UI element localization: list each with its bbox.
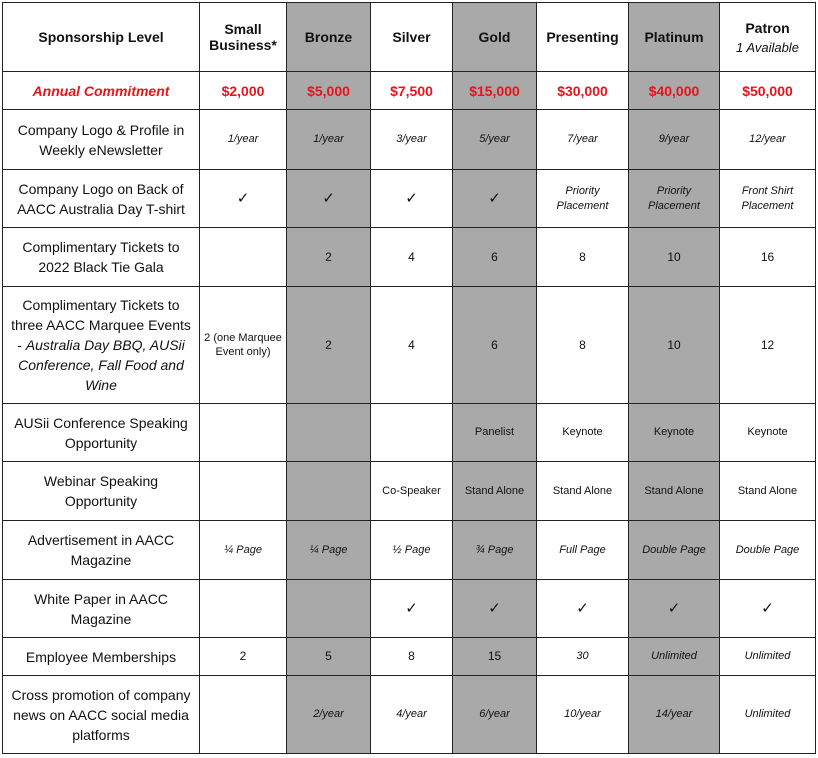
table-cell xyxy=(200,404,287,462)
table-row xyxy=(3,676,816,754)
row-label-text: Complimentary Tickets to three AACC Marquee Events - xyxy=(11,297,191,353)
check-icon: ✓ xyxy=(453,580,537,638)
table-cell xyxy=(200,676,287,754)
table-cell: 4 xyxy=(371,287,453,404)
header-patron xyxy=(720,3,816,72)
table-cell: Keynote xyxy=(629,404,720,462)
table-cell: 12 xyxy=(720,287,816,404)
table-cell: ¼ Page xyxy=(287,521,371,580)
table-cell: 2 xyxy=(200,638,287,676)
table-cell: $50,000 xyxy=(720,72,816,110)
table-cell: 7/year xyxy=(537,110,629,170)
header-patron-note: 1 Available xyxy=(736,39,799,55)
table-cell: 4 xyxy=(371,228,453,287)
table-cell: Keynote xyxy=(720,404,816,462)
table-row xyxy=(3,72,816,110)
table-cell: 2 xyxy=(287,287,371,404)
row-label xyxy=(3,287,200,404)
table-cell: 30 xyxy=(537,638,629,676)
table-cell: ¾ Page xyxy=(453,521,537,580)
table-cell: 10 xyxy=(629,228,720,287)
table-cell xyxy=(200,462,287,521)
table-cell: 2/year xyxy=(287,676,371,754)
check-icon: ✓ xyxy=(720,580,816,638)
table-cell: 8 xyxy=(371,638,453,676)
table-cell: Stand Alone xyxy=(453,462,537,521)
header-presenting: Presenting xyxy=(537,3,629,72)
table-cell: Stand Alone xyxy=(629,462,720,521)
check-icon: ✓ xyxy=(371,580,453,638)
row-label: Annual Commitment xyxy=(3,72,200,110)
table-row xyxy=(3,287,816,404)
row-label: Webinar Speaking Opportunity xyxy=(3,462,200,521)
table-cell: 14/year xyxy=(629,676,720,754)
header-bronze: Bronze xyxy=(287,3,371,72)
table-cell xyxy=(287,404,371,462)
header-platinum: Platinum xyxy=(629,3,720,72)
table-row xyxy=(3,580,816,638)
table-cell: 5/year xyxy=(453,110,537,170)
table-cell: 12/year xyxy=(720,110,816,170)
table-cell: 6 xyxy=(453,228,537,287)
table-cell: Front Shirt Placement xyxy=(720,170,816,228)
check-icon: ✓ xyxy=(200,170,287,228)
row-label: Employee Memberships xyxy=(3,638,200,676)
header-small-business: Small Business* xyxy=(200,3,287,72)
table-row xyxy=(3,170,816,228)
table-row xyxy=(3,638,816,676)
row-label: Company Logo & Profile in Weekly eNewsletter xyxy=(3,110,200,170)
table-row xyxy=(3,462,816,521)
header-silver: Silver xyxy=(371,3,453,72)
row-label: White Paper in AACC Magazine xyxy=(3,580,200,638)
table-cell: Double Page xyxy=(629,521,720,580)
row-label: Advertisement in AACC Magazine xyxy=(3,521,200,580)
table-cell: 8 xyxy=(537,228,629,287)
table-cell: 10 xyxy=(629,287,720,404)
table-row xyxy=(3,228,816,287)
check-icon: ✓ xyxy=(629,580,720,638)
header-row xyxy=(3,3,816,72)
table-cell: 2 (one Marquee Event only) xyxy=(200,287,287,404)
header-sponsorship-level: Sponsorship Level xyxy=(3,3,200,72)
table-cell: $7,500 xyxy=(371,72,453,110)
table-cell: 1/year xyxy=(200,110,287,170)
table-cell: 5 xyxy=(287,638,371,676)
table-cell: $40,000 xyxy=(629,72,720,110)
table-cell: ¼ Page xyxy=(200,521,287,580)
row-label: Cross promotion of company news on AACC social media platforms xyxy=(3,676,200,754)
table-cell: 6 xyxy=(453,287,537,404)
table-cell: $15,000 xyxy=(453,72,537,110)
header-gold: Gold xyxy=(453,3,537,72)
table-cell: Double Page xyxy=(720,521,816,580)
table-cell: Priority Placement xyxy=(629,170,720,228)
table-cell: 6/year xyxy=(453,676,537,754)
table-cell: 1/year xyxy=(287,110,371,170)
table-cell: Panelist xyxy=(453,404,537,462)
row-label: Company Logo on Back of AACC Australia Day T-shirt xyxy=(3,170,200,228)
table-cell: Unlimited xyxy=(720,638,816,676)
row-label: Complimentary Tickets to 2022 Black Tie Gala xyxy=(3,228,200,287)
check-icon: ✓ xyxy=(537,580,629,638)
table-cell: Stand Alone xyxy=(720,462,816,521)
table-cell: ½ Page xyxy=(371,521,453,580)
table-cell: Full Page xyxy=(537,521,629,580)
table-cell: 15 xyxy=(453,638,537,676)
row-label-events: Australia Day BBQ, AUSii Conference, Fall Food and Wine xyxy=(18,337,185,393)
table-cell xyxy=(200,580,287,638)
table-cell: Unlimited xyxy=(720,676,816,754)
table-cell: 9/year xyxy=(629,110,720,170)
check-icon: ✓ xyxy=(453,170,537,228)
table-cell: Stand Alone xyxy=(537,462,629,521)
table-cell: Co-Speaker xyxy=(371,462,453,521)
table-cell: Unlimited xyxy=(629,638,720,676)
table-cell: 3/year xyxy=(371,110,453,170)
table-cell: 10/year xyxy=(537,676,629,754)
check-icon: ✓ xyxy=(371,170,453,228)
table-row xyxy=(3,521,816,580)
table-cell xyxy=(287,580,371,638)
table-cell: $5,000 xyxy=(287,72,371,110)
table-cell: 4/year xyxy=(371,676,453,754)
table-cell: $2,000 xyxy=(200,72,287,110)
table-cell xyxy=(200,228,287,287)
table-cell: 2 xyxy=(287,228,371,287)
header-patron-label: Patron xyxy=(745,19,790,36)
row-label: AUSii Conference Speaking Opportunity xyxy=(3,404,200,462)
table-cell: 8 xyxy=(537,287,629,404)
check-icon: ✓ xyxy=(287,170,371,228)
table-row xyxy=(3,404,816,462)
sponsorship-table xyxy=(2,2,816,754)
table-cell: $30,000 xyxy=(537,72,629,110)
table-cell xyxy=(287,462,371,521)
table-row xyxy=(3,110,816,170)
table-cell: 16 xyxy=(720,228,816,287)
table-cell xyxy=(371,404,453,462)
table-cell: Priority Placement xyxy=(537,170,629,228)
table-cell: Keynote xyxy=(537,404,629,462)
